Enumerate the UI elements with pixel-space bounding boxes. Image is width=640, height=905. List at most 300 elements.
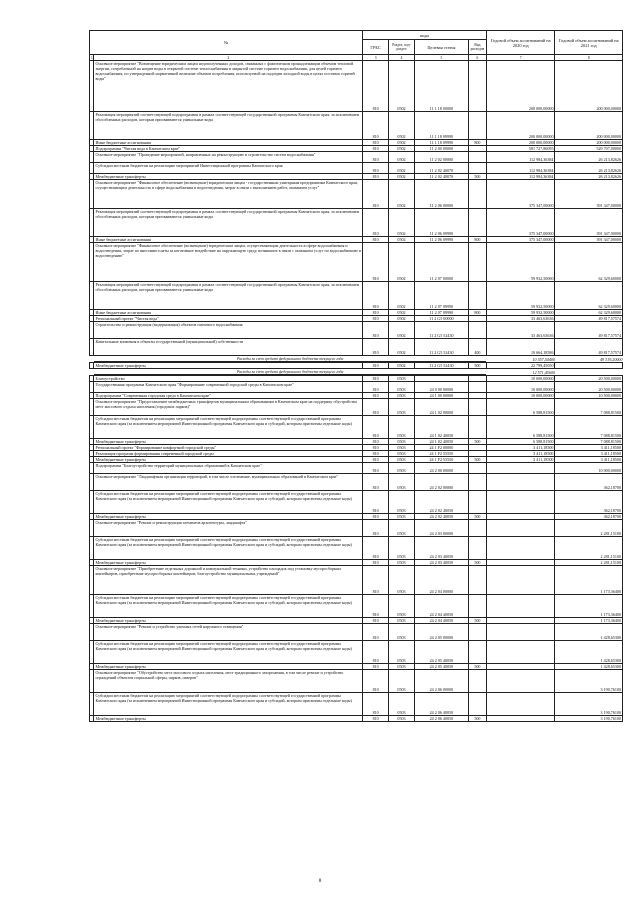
row-name-cell: Межбюджетные трансферты (94, 618, 363, 624)
row-name-cell: Основное мероприятие "Ремонт и устройство уличных сетей наружного освещения" (94, 624, 363, 641)
row-name-cell: Основное мероприятие "Обустройство мест массового отдыха населения, мест традиционного захоронения, в том числе ремонт и устройство ограждений объектов социальной сферы, парков, скверов" (94, 670, 363, 693)
row-2020-value-cell (486, 566, 555, 595)
row-vr-cell (468, 180, 486, 209)
row-name-cell: Основное мероприятие "Ландшафтная организация территорий, в том числе озеленение, муниципальных образований в Камчатском крае" (94, 474, 363, 491)
row-grbs-cell: 810 (363, 618, 389, 624)
table-row (90, 463, 623, 474)
row-razdel-cell: 0502 (389, 310, 415, 316)
table-row (90, 152, 623, 163)
row-name-cell: Межбюджетные трансферты (94, 664, 363, 670)
row-vr-cell: 400 (468, 339, 486, 356)
row-2021-value-cell: 3 190,76100 (555, 693, 623, 716)
row-vr-cell: 500 (468, 514, 486, 520)
row-2021-value-cell: 1 428,65300 (555, 624, 623, 641)
row-2021-value-cell: 362,18700 (555, 474, 623, 491)
row-vr-cell (468, 61, 486, 112)
row-2021-value-cell: 1 428,65300 (555, 641, 623, 664)
row-name-cell: Субсидии местным бюджетам на реализацию мероприятий соответствующей подпрограммы соответствующей государственной программы Камчатского края (за исключением мероприятий Инвестиционной программы Камчатского края и субсидий, которым присвоены отдельные коды) (94, 491, 363, 514)
row-2021-value-cell: 200 000,00000 (555, 61, 623, 112)
row-2020-value-cell: 33 463,63636 (486, 316, 555, 322)
column-index-cell: 7 (486, 55, 555, 61)
row-2021-value-cell: 26 213,82626 (555, 174, 623, 180)
row-2021-value-cell: 362,18700 (555, 514, 623, 520)
row-csr-cell: 24 2 04 00000 (414, 566, 468, 595)
row-razdel-cell: 0502 (389, 140, 415, 146)
row-name-cell: Субсидии местным бюджетам на реализацию мероприятий соответствующей подпрограммы соответствующей государственной программы Камчатского края (за исключением мероприятий Инвестиционной программы Камчатского края и субсидий, которым присвоены отдельные коды) (94, 595, 363, 618)
row-razdel-cell: 0503 (389, 560, 415, 566)
row-csr-cell: 24 1 00 00000 (414, 393, 468, 399)
row-vr-cell: 500 (468, 174, 486, 180)
row-grbs-cell: 810 (363, 180, 389, 209)
row-name-cell: Подпрограмма "Благоустройство территорий муниципальных образований в Камчатском крае" (94, 463, 363, 474)
row-2021-value-cell: 391 347,00000 (555, 237, 623, 243)
row-vr-cell (468, 566, 486, 595)
row-2020-value-cell: 6 588,81500 (486, 439, 555, 445)
row-grbs-cell: 810 (363, 624, 389, 641)
row-name-cell: Региональный проект "Чистая вода" (94, 316, 363, 322)
note-value-cell: 49 319,20000 (599, 357, 623, 362)
table-row (90, 112, 623, 140)
row-name-cell: Реализация программ формирования современной городской среды (94, 451, 363, 457)
row-2020-value-cell: 59 932,50000 (486, 243, 555, 282)
row-name-cell: Иные бюджетные ассигнования (94, 140, 363, 146)
row-2021-value-cell: 2 281,15100 (555, 520, 623, 537)
row-2021-value-cell: 1 428,65300 (555, 664, 623, 670)
row-grbs-cell: 810 (363, 399, 389, 416)
col-header-vr: Вид расходов (468, 40, 486, 55)
row-razdel-cell: 0503 (389, 664, 415, 670)
row-csr-cell: 11 2 06 09990 (414, 209, 468, 237)
row-razdel-cell: 0503 (389, 618, 415, 624)
row-razdel-cell: 0503 (389, 445, 415, 451)
row-2020-value-cell (486, 716, 555, 722)
row-name-cell: Реализация мероприятий соответствующей подпрограммы в рамках соответствующей государственной программы Камчатского края, за исключением обособленных расходов, которым присваиваются уникальные коды (94, 282, 363, 310)
budget-table-sheet (89, 30, 623, 722)
row-grbs-cell: 810 (363, 416, 389, 439)
row-vr-cell (468, 416, 486, 439)
table-row (90, 595, 623, 618)
row-2020-value-cell: 6 588,81500 (486, 399, 555, 416)
row-csr-cell: 11 2 02 00000 (414, 152, 468, 163)
col-header-csr: Целевая статья (414, 40, 468, 55)
row-razdel-cell: 0503 (389, 693, 415, 716)
row-grbs-cell: 810 (363, 716, 389, 722)
note-value-cell (555, 369, 623, 376)
note-text-cell (94, 369, 486, 376)
table-row (90, 670, 623, 693)
row-2020-value-cell: 375 347,00000 (486, 180, 555, 209)
note-value-cell: 10 557,54400 (532, 357, 555, 362)
row-name-cell: Основное мероприятие "Финансовое обеспечение (возмещение) юридическим лицам - государственным унитарным предприятиям Камчатского края, осуществляющим деятельность в сфере водоснабжения и водоотведения, затрат в связи с выполнением работ, оказанием услуг" (94, 180, 363, 209)
row-razdel-cell: 0503 (389, 670, 415, 693)
row-grbs-cell: 810 (363, 474, 389, 491)
row-name-cell: Межбюджетные трансферты (94, 174, 363, 180)
row-grbs-cell: 810 (363, 520, 389, 537)
row-vr-cell: 500 (468, 716, 486, 722)
table-row (90, 716, 623, 722)
row-name-cell: Межбюджетные трансферты (94, 363, 363, 369)
column-index-cell: 8 (555, 55, 623, 61)
row-name-cell: Реализация мероприятий соответствующей подпрограммы в рамках соответствующей государственной программы Камчатского края, за исключением обособленных расходов, которым присваиваются уникальные коды (94, 112, 363, 140)
row-razdel-cell: 0503 (389, 399, 415, 416)
row-grbs-cell: 810 (363, 243, 389, 282)
row-vr-cell: 500 (468, 664, 486, 670)
row-csr-cell: 24 2 03 00000 (414, 520, 468, 537)
row-name-cell: Основное мероприятие "Приобретение отдельных дорожной и коммунальной техники, устройство площадок под установку мусоросборных контейнеров, приобретение мусоросборных контейнеров, благоустройство муниципальных учреждений" (94, 566, 363, 595)
row-name-cell: Основное мероприятие "Возмещение юридическим лицам недополученных доходов, связанных с фактическим принадлежащим объемом тепловой энергии, потребленной на нагрев воды в открытой системе теплоснабжения в закрытой системе горячего водоснабжения, для целей горячего водоснабжения, по утвержденной нормативной величине объемов потребления, используемой на подогрев холодной воды в целях поставок горячей воды" (94, 61, 363, 112)
row-2020-value-cell: 112 984,36384 (486, 174, 555, 180)
row-2020-value-cell (486, 641, 555, 664)
row-2021-value-cell: 7 088,81500 (555, 399, 623, 416)
row-2021-value-cell: 3 411,18500 (555, 445, 623, 451)
row-grbs-cell: 810 (363, 566, 389, 595)
table-row (90, 163, 623, 174)
row-vr-cell: 800 (468, 310, 486, 316)
row-vr-cell (468, 670, 486, 693)
row-name-cell: Субсидии местным бюджетам на реализацию мероприятий соответствующей подпрограммы соответствующей государственной программы Камчатского края (за исключением мероприятий Инвестиционной программы Камчатского края и субсидий, которым присвоены отдельные коды) (94, 641, 363, 664)
row-2020-value-cell: 10 000,00000 (486, 376, 555, 382)
row-2020-value-cell (486, 463, 555, 474)
row-csr-cell: 11 2 G5 00000 (414, 316, 468, 322)
row-razdel-cell: 0503 (389, 520, 415, 537)
row-razdel-cell: 0502 (389, 180, 415, 209)
row-razdel-cell: 0503 (389, 716, 415, 722)
row-razdel-cell: 0502 (389, 146, 415, 152)
row-2021-value-cell: 26 213,82626 (555, 163, 623, 174)
row-2021-value-cell: 49 817,57574 (555, 339, 623, 356)
row-csr-cell: 11 2 07 09990 (414, 282, 468, 310)
page-number: 8 (318, 878, 322, 884)
table-row (90, 180, 623, 209)
row-2021-value-cell: 20 500,00000 (555, 376, 623, 382)
row-name-cell: Основное мероприятие "Финансовое обеспечение (возмещение) юридическим лицам, осуществляющим деятельность в сфере водоснабжения и водоотведения, затрат по внесению платы за негативное воздействие на окружающую среду, возникших в связи с оказанием услуг по водоснабжению и водоотведению" (94, 243, 363, 282)
row-razdel-cell: 0502 (389, 363, 415, 369)
row-grbs-cell: 810 (363, 316, 389, 322)
row-razdel-cell: 0502 (389, 282, 415, 310)
budget-table (89, 30, 623, 722)
row-grbs-cell: 810 (363, 514, 389, 520)
row-2021-value-cell: 49 817,57574 (555, 316, 623, 322)
row-vr-cell (468, 641, 486, 664)
row-csr-cell: 24 2 03 40050 (414, 560, 468, 566)
row-vr-cell: 500 (468, 560, 486, 566)
row-razdel-cell: 0502 (389, 61, 415, 112)
row-2021-value-cell: 529 707,00000 (555, 146, 623, 152)
row-grbs-cell: 810 (363, 664, 389, 670)
row-grbs-cell: 810 (363, 457, 389, 463)
row-2020-value-cell: 59 932,50000 (486, 282, 555, 310)
row-2020-value-cell: 200 000,00000 (486, 140, 555, 146)
row-csr-cell: 11 2 07 00000 (414, 243, 468, 282)
row-grbs-cell: 810 (363, 445, 389, 451)
row-vr-cell (468, 322, 486, 339)
row-vr-cell: 500 (468, 363, 486, 369)
row-razdel-cell: 0503 (389, 641, 415, 664)
row-2021-value-cell: 362,18700 (555, 491, 623, 514)
row-csr-cell: 24 2 06 00000 (414, 670, 468, 693)
row-name-cell: Подпрограмма "Современная городская среда в Камчатском крае" (94, 393, 363, 399)
column-index-cell: 6 (468, 55, 486, 61)
row-vr-cell (468, 693, 486, 716)
row-2020-value-cell: 33 463,63636 (486, 322, 555, 339)
row-vr-cell (468, 382, 486, 393)
row-2020-value-cell: 10 000,00000 (486, 382, 555, 393)
note-text: Расходы за счет средств федерального бюджета текущего года (94, 357, 486, 362)
row-grbs-cell: 810 (363, 61, 389, 112)
row-csr-cell: 24 2 05 00000 (414, 624, 468, 641)
row-razdel-cell: 0503 (389, 376, 415, 382)
row-razdel-cell: 0503 (389, 624, 415, 641)
row-csr-cell: 11 1 18 09990 (414, 112, 468, 140)
row-grbs-cell: 810 (363, 376, 389, 382)
row-grbs-cell: 810 (363, 152, 389, 163)
row-name-cell: Основное мероприятие "Предоставление межбюджетных трансфертов муниципальным образованиям в Камчатском крае на поддержку обустройства мест массового отдыха населения (городских парков)" (94, 399, 363, 416)
row-name-cell: Иные бюджетные ассигнования (94, 237, 363, 243)
col-header-2020: Годовой объем ассигнований на 2020 год (486, 31, 555, 55)
row-csr-cell: 24 2 06 40050 (414, 693, 468, 716)
row-2021-value-cell: 3 190,76100 (555, 670, 623, 693)
row-razdel-cell: 0503 (389, 595, 415, 618)
row-2021-value-cell: 26 213,82626 (555, 152, 623, 163)
row-razdel-cell: 0503 (389, 474, 415, 491)
row-name-cell: Субсидии местным бюджетам на реализацию мероприятий соответствующей подпрограммы соответствующей государственной программы Камчатского края (за исключением мероприятий Инвестиционной программы Камчатского края и субсидий, которым присвоены отдельные коды) (94, 693, 363, 716)
row-grbs-cell: 810 (363, 310, 389, 316)
row-csr-cell: 11 1 18 00000 (414, 61, 468, 112)
row-csr-cell: 24 2 00 00000 (414, 463, 468, 474)
row-vr-cell (468, 624, 486, 641)
table-row (90, 566, 623, 595)
row-2021-value-cell: 200 000,00000 (555, 112, 623, 140)
row-2020-value-cell (486, 595, 555, 618)
row-grbs-cell: 810 (363, 112, 389, 140)
row-grbs-cell: 810 (363, 363, 389, 369)
row-csr-cell: 24 1 F2 55550 (414, 451, 468, 457)
row-2020-value-cell (486, 537, 555, 560)
row-vr-cell (468, 163, 486, 174)
row-vr-cell (468, 520, 486, 537)
col-header-2021: Годовой объем ассигнований на 2021 год (555, 31, 623, 55)
row-csr-cell: 24 2 02 40050 (414, 491, 468, 514)
row-vr-cell (468, 209, 486, 237)
row-vr-cell: 500 (468, 618, 486, 624)
row-2021-value-cell: 1 173,36400 (555, 566, 623, 595)
row-name-cell: Межбюджетные трансферты (94, 514, 363, 520)
row-name-cell: Межбюджетные трансферты (94, 560, 363, 566)
row-vr-cell (468, 463, 486, 474)
row-razdel-cell: 0503 (389, 457, 415, 463)
note-text: Расходы за счет средств федерального бюджета текущего года (94, 370, 486, 375)
row-2020-value-cell: 112 984,36384 (486, 163, 555, 174)
row-vr-cell: 500 (468, 439, 486, 445)
column-index-cell: 5 (414, 55, 468, 61)
row-csr-cell: 24 2 04 40050 (414, 595, 468, 618)
column-index-cell: 3 (363, 55, 389, 61)
row-grbs-cell: 810 (363, 237, 389, 243)
row-vr-cell (468, 491, 486, 514)
row-grbs-cell: 810 (363, 174, 389, 180)
table-row (90, 382, 623, 393)
row-vr-cell (468, 282, 486, 310)
table-row (90, 491, 623, 514)
row-vr-cell (468, 152, 486, 163)
row-csr-cell: 11 1 18 09990 (414, 140, 468, 146)
row-grbs-cell: 810 (363, 393, 389, 399)
table-row (90, 322, 623, 339)
table-row (90, 339, 623, 356)
row-name-cell: Строительство и реконструкция (модернизация) объектов питьевого водоснабжения (94, 322, 363, 339)
row-2020-value-cell: 59 932,50000 (486, 310, 555, 316)
row-csr-cell: 11 2 G5 52430 (414, 322, 468, 339)
row-grbs-cell: 810 (363, 439, 389, 445)
row-vr-cell (468, 243, 486, 282)
row-2021-value-cell: 1 173,36400 (555, 618, 623, 624)
table-body (90, 55, 623, 722)
column-index-cell: 1 (91, 55, 93, 60)
row-razdel-cell: 0502 (389, 339, 415, 356)
row-2020-value-cell: 3 411,18500 (486, 445, 555, 451)
row-2020-value-cell: 6 588,81500 (486, 416, 555, 439)
row-vr-cell (468, 474, 486, 491)
row-2021-value-cell: 3 411,18500 (555, 457, 623, 463)
row-2021-value-cell: 3 190,76100 (555, 716, 623, 722)
row-csr-cell: 11 2 00 00000 (414, 146, 468, 152)
row-2021-value-cell: 10 500,00000 (555, 393, 623, 399)
table-row (90, 693, 623, 716)
row-csr-cell: 11 2 G5 52430 (414, 363, 468, 369)
row-2020-value-cell: 3 411,18500 (486, 457, 555, 463)
row-csr-cell: 24 2 05 40050 (414, 641, 468, 664)
note-value-cell: 12 571,45600 (532, 370, 555, 375)
row-2021-value-cell: 1 173,36400 (555, 595, 623, 618)
row-name-cell: Субсидии местным бюджетам на реализацию мероприятий соответствующей подпрограммы соответствующей государственной программы Камчатского края (за исключением мероприятий Инвестиционной программы Камчатского края и субсидий, которым присвоены отдельные коды) (94, 537, 363, 560)
row-razdel-cell: 0503 (389, 382, 415, 393)
col-header-number: № (90, 31, 363, 55)
row-grbs-cell: 810 (363, 463, 389, 474)
table-row (90, 474, 623, 491)
row-grbs-cell: 810 (363, 670, 389, 693)
row-csr-cell: 24 1 02 40050 (414, 416, 468, 439)
row-razdel-cell: 0502 (389, 112, 415, 140)
row-razdel-cell: 0502 (389, 316, 415, 322)
row-2020-value-cell: 112 984,36384 (486, 152, 555, 163)
row-csr-cell: 11 2 02 40070 (414, 174, 468, 180)
federal-funds-note-row (90, 369, 623, 376)
row-2020-value-cell: 10 664,18586 (486, 339, 555, 356)
row-vr-cell (468, 399, 486, 416)
row-name-cell: Иные бюджетные ассигнования (94, 310, 363, 316)
table-row (90, 520, 623, 537)
row-name-cell: Субсидии местным бюджетам на реализацию мероприятий соответствующей подпрограммы соответствующей государственной программы Камчатского края (за исключением мероприятий Инвестиционной программы Камчатского края и субсидий, которым присвоены отдельные коды) (94, 416, 363, 439)
column-index-cell: 2 (94, 55, 363, 61)
row-2021-value-cell: 10 000,00000 (555, 463, 623, 474)
table-row (90, 209, 623, 237)
note-text-cell (94, 356, 486, 363)
row-2020-value-cell (486, 624, 555, 641)
row-grbs-cell: 810 (363, 451, 389, 457)
row-2021-value-cell: 2 281,15100 (555, 537, 623, 560)
row-name-cell: Субсидии местным бюджетам на реализацию мероприятий Инвестиционной программы Камчатского края (94, 163, 363, 174)
table-row (90, 282, 623, 310)
row-razdel-cell: 0503 (389, 416, 415, 439)
column-index-cell: 4 (389, 55, 415, 61)
row-csr-cell: 24 2 02 40050 (414, 514, 468, 520)
row-2020-value-cell: 200 000,00000 (486, 112, 555, 140)
row-csr-cell: 11 2 07 09990 (414, 310, 468, 316)
row-csr-cell: 24 1 02 40050 (414, 439, 468, 445)
row-csr-cell: 24 2 03 40050 (414, 537, 468, 560)
row-csr-cell: 24 2 06 40050 (414, 716, 468, 722)
row-razdel-cell: 0502 (389, 163, 415, 174)
row-2020-value-cell (486, 474, 555, 491)
row-razdel-cell: 0503 (389, 514, 415, 520)
row-csr-cell: 11 2 G5 52430 (414, 339, 468, 356)
row-grbs-cell: 810 (363, 209, 389, 237)
row-2021-value-cell: 62 329,60000 (555, 243, 623, 282)
row-2021-value-cell: 62 329,60000 (555, 282, 623, 310)
row-grbs-cell: 810 (363, 146, 389, 152)
row-name-cell: Межбюджетные трансферты (94, 716, 363, 722)
header-row-1 (90, 31, 623, 40)
row-name-cell: Основное мероприятие "Ремонт и реконструкция элементов архитектуры, ландшафта" (94, 520, 363, 537)
row-razdel-cell: 0503 (389, 439, 415, 445)
row-2020-value-cell: 581 727,86095 (486, 146, 555, 152)
row-razdel-cell: 0502 (389, 152, 415, 163)
row-grbs-cell: 810 (363, 560, 389, 566)
row-csr-cell: 24 2 04 40050 (414, 618, 468, 624)
row-grbs-cell: 810 (363, 641, 389, 664)
col-header-razdel: Раздел, под-раздел (389, 40, 415, 55)
row-razdel-cell: 0502 (389, 243, 415, 282)
row-razdel-cell: 0503 (389, 491, 415, 514)
row-grbs-cell: 810 (363, 382, 389, 393)
row-2020-value-cell: 375 347,00000 (486, 209, 555, 237)
row-name-cell: Государственная программа Камчатского края "Формирование современной городской среды в Камчатском крае" (94, 382, 363, 393)
row-csr-cell: 24 2 02 00000 (414, 474, 468, 491)
table-row (90, 243, 623, 282)
row-csr-cell: 24 0 00 00000 (414, 382, 468, 393)
row-grbs-cell: 810 (363, 595, 389, 618)
row-razdel-cell: 0503 (389, 566, 415, 595)
row-grbs-cell: 810 (363, 282, 389, 310)
row-2020-value-cell: 22 799,45050 (486, 363, 555, 369)
row-2021-value-cell: 7 088,81500 (555, 439, 623, 445)
row-name-cell: Межбюджетные трансферты (94, 457, 363, 463)
row-2021-value-cell: 2 281,15100 (555, 560, 623, 566)
col-header-grbs: ГРБС (363, 40, 389, 55)
row-name-cell: Региональный проект "Формирование комфортной городской среды" (94, 445, 363, 451)
row-name-cell: Основное мероприятие "Проведение мероприятий, направленных на реконструкцию и строительство систем водоснабжения" (94, 152, 363, 163)
row-grbs-cell: 810 (363, 339, 389, 356)
row-csr-cell: 11 2 02 40070 (414, 163, 468, 174)
row-csr-cell: 24 1 F2 55550 (414, 457, 468, 463)
row-2020-value-cell (486, 491, 555, 514)
row-2021-value-cell: 7 088,81500 (555, 416, 623, 439)
row-csr-cell: 11 2 06 09990 (414, 237, 468, 243)
row-razdel-cell: 0502 (389, 174, 415, 180)
row-2020-value-cell: 375 347,00000 (486, 237, 555, 243)
row-csr-cell: 24 1 02 00000 (414, 399, 468, 416)
row-2021-value-cell: 49 817,57574 (555, 322, 623, 339)
row-name-cell: Реализация мероприятий соответствующей подпрограммы в рамках соответствующей государственной программы Камчатского края, за исключением обособленных расходов, которым присваиваются уникальные коды (94, 209, 363, 237)
row-2021-value-cell: 20 500,00000 (555, 382, 623, 393)
table-row (90, 641, 623, 664)
row-razdel-cell: 0503 (389, 463, 415, 474)
row-name-cell: Капитальные вложения в объекты государственной (муниципальной) собственности (94, 339, 363, 356)
col-header-codes: коды (363, 31, 487, 40)
row-2020-value-cell: 200 000,00000 (486, 61, 555, 112)
row-2020-value-cell (486, 693, 555, 716)
row-razdel-cell: 0503 (389, 393, 415, 399)
